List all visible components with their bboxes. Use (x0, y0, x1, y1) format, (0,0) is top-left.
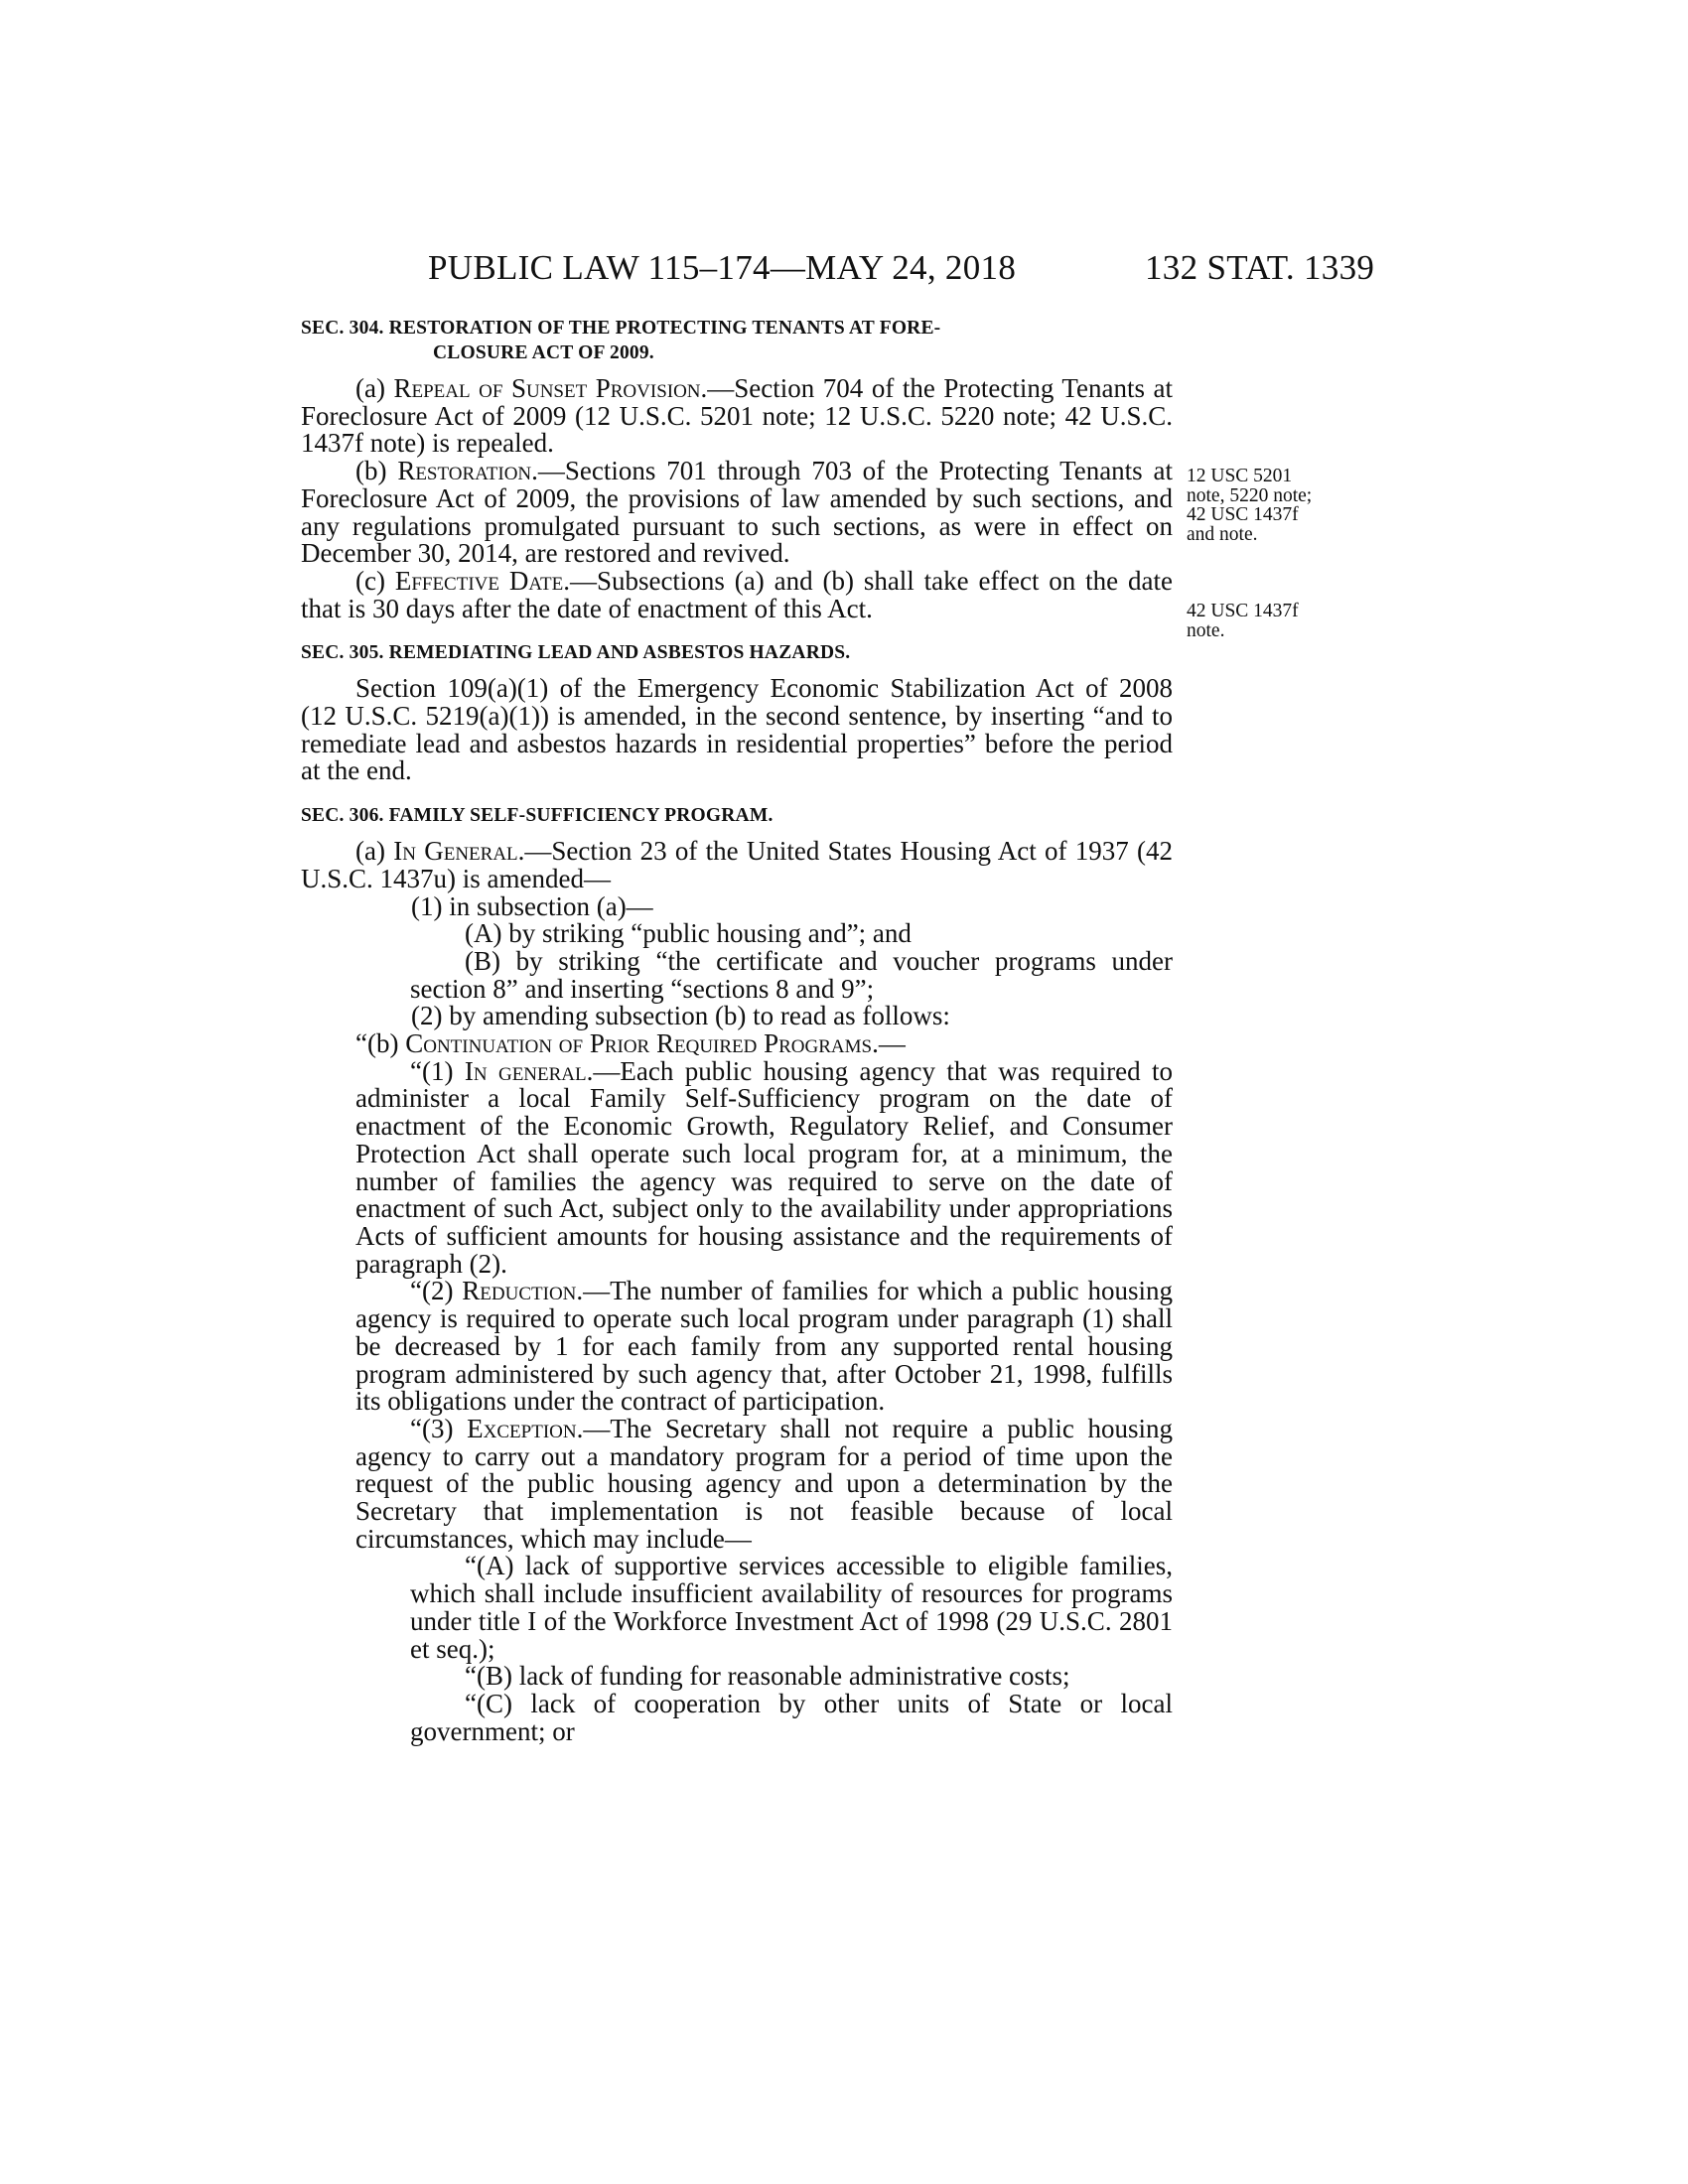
sec306-quoted-1 (301, 1055, 1173, 1279)
running-header-title: PUBLIC LAW 115–174—MAY 24, 2018 (428, 248, 1017, 287)
para-heading: Exception (467, 1413, 577, 1443)
para-label: “(2) (410, 1276, 463, 1306)
section-304-heading (301, 316, 1173, 365)
para-label: (b) (355, 456, 398, 486)
sec306-quoted-3 (301, 1413, 1173, 1554)
section-306-heading: SEC. 306. FAMILY SELF-SUFFICIENCY PROGRAM. (301, 805, 774, 827)
para-label: (a) (355, 836, 394, 867)
para-heading: Restoration (397, 456, 532, 486)
para-label: “(b) (355, 1028, 406, 1059)
heading-line: SEC. 304. RESTORATION OF THE PROTECTING TENANTS AT FORE- (301, 318, 941, 339)
sec306-para-1A: (A) by striking “public housing and”; and (465, 918, 912, 949)
sec306-quoted-A: “(A) lack of supportive services accessible to eligible families, which shall include insufficient availability of resources for programs under title I of the Workforce Investment Act of 1998 (29 U.S.C. 2801 et seq.); (410, 1551, 1173, 1664)
margin-note-line: note, 5220 note; (1187, 484, 1313, 506)
para-heading: Continuation of Prior Required Programs (405, 1028, 873, 1059)
para-heading: Effective Date (394, 565, 564, 596)
margin-note-1 (1187, 467, 1385, 544)
para-label: “(1) (410, 1055, 465, 1086)
sec305-text: Section 109(a)(1) of the Emergency Economic Stabilization Act of 2008 (12 U.S.C. 5219(a)(1)) is amended, in the second sentence, by inserting “and to remediate lead and asbestos hazards in residential properties” before the period at the end. (301, 673, 1173, 786)
sec306-quoted-b (301, 1030, 1173, 1058)
margin-note-line: 42 USC 1437f (1187, 504, 1299, 525)
sec306-para-1B: (B) by striking “the certificate and voucher programs under section 8” and inserting “sections 8 and 9”; (410, 945, 1173, 1004)
para-label: (a) (355, 373, 394, 403)
sec306-quoted-C: “(C) lack of cooperation by other units of State or local government; or (410, 1688, 1173, 1746)
para-text: .— (872, 1028, 906, 1059)
para-label: (c) (355, 565, 395, 596)
margin-note-line: 12 USC 5201 (1187, 466, 1293, 486)
para-text: .—Each public housing agency that was required to administer a local Family Self-Sufficiency program on the date of enactment of the Economic Growth, Regulatory Relief, and Consumer Protection Act shall operate such local program for, at a minimum, the number of families the agency was required to serve on the date of enactment of such Act, subject only to the availability under appropriations Acts of sufficient amounts for housing assistance and the requirements of paragraph (2). (355, 1055, 1173, 1279)
document-body (301, 316, 1173, 1745)
para-text: .—The Secretary shall not require a public housing agency to carry out a mandatory program for a period of time upon the request of the public housing agency and upon a determination by the Secretary that implementation is not feasible because of local circumstances, which may include— (355, 1413, 1173, 1554)
margin-note-2 (1187, 602, 1385, 640)
para-label: “(3) (410, 1413, 468, 1443)
sec306-para-a (301, 838, 1173, 892)
para-heading: In general (464, 1055, 587, 1086)
section-305-heading: SEC. 305. REMEDIATING LEAD AND ASBESTOS HAZARDS. (301, 642, 851, 664)
heading-line: CLOSURE ACT OF 2009. (433, 342, 654, 363)
para-text: .—Sections 701 through 703 of the Protecting Tenants at Foreclosure Act of 2009, the provisions of law amended by such sections, and any regulations promulgated pursuant to such sections, as were in effect on December 30, 2014, are restored and revived. (301, 456, 1174, 569)
sec304-para-a (301, 375, 1173, 458)
sec306-para-1: (1) in subsection (a)— (411, 890, 653, 921)
sec306-para-2: (2) by amending subsection (b) to read as follows: (411, 1001, 950, 1031)
sec304-para-c (301, 565, 1173, 623)
para-text: .—Section 704 of the Protecting Tenants at Foreclosure Act of 2009 (12 U.S.C. 5201 note; 12 U.S.C. 5220 note; 42 U.S.C. 1437f note) is repealed. (301, 373, 1173, 459)
sec306-quoted-2 (301, 1278, 1173, 1416)
margin-note-line: 42 USC 1437f (1187, 601, 1299, 621)
para-text: .—The number of families for which a public housing agency is required to operate such local program under paragraph (1) shall be decreased by 1 for each family from any supported rental housing program administered by such agency that, after October 21, 1998, fulfills its obligations under the contract of participation. (355, 1276, 1173, 1417)
sec306-quoted-B: “(B) lack of funding for reasonable administrative costs; (465, 1661, 1070, 1692)
para-text: .—Subsections (a) and (b) shall take effect on the date that is 30 days after the date of enactment of this Act. (301, 565, 1173, 623)
para-heading: In General (393, 836, 518, 867)
para-text: .—Section 23 of the United States Housing Act of 1937 (42 U.S.C. 1437u) is amended— (301, 836, 1173, 893)
margin-note-line: note. (1187, 619, 1225, 641)
para-heading: Repeal of Sunset Provision (393, 373, 701, 403)
page-stat-citation: 132 STAT. 1339 (1145, 248, 1375, 287)
para-heading: Reduction (462, 1276, 577, 1306)
sec304-para-b (301, 458, 1173, 568)
margin-note-line: and note. (1187, 523, 1258, 545)
